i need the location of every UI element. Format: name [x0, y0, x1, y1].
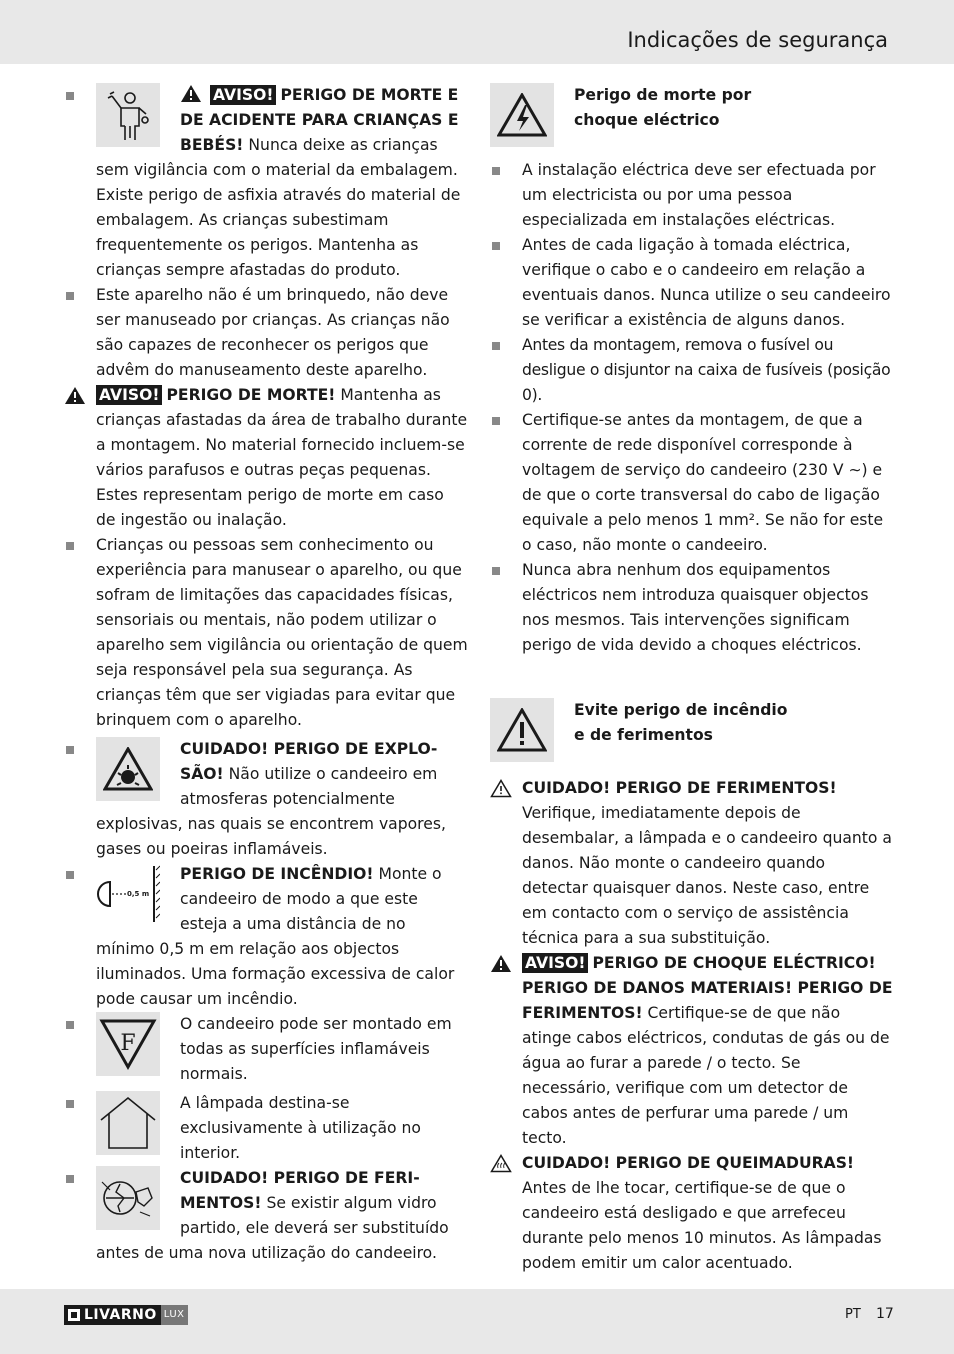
section-header-fire	[490, 698, 894, 764]
warning-sign-icon	[490, 698, 554, 762]
warning-text: Não utilize o candeeiro em atmosferas potencialmente explosivas, nas quais se encontrem vapores, gases ou poeiras inflamáveis.	[96, 765, 446, 858]
list-item	[64, 1012, 468, 1087]
bullet-icon	[492, 417, 500, 425]
brand-logo	[64, 1305, 188, 1325]
warning-heading: CUIDADO! PERIGO DE EXPLOSÃO!	[180, 740, 438, 783]
bullet-icon	[66, 92, 74, 100]
item-text: A instalação eléctrica deve ser efectuada por um electricista ou por uma pessoa especializada em instalações eléctricas.	[522, 161, 876, 229]
bullet-icon	[66, 1100, 74, 1108]
list-item	[490, 558, 894, 658]
aviso-badge: AVISO!	[210, 85, 276, 105]
logo-square-icon	[68, 1309, 80, 1321]
warning-text: Verifique, imediatamente depois de desembalar, a lâmpada e o candeeiro quanto a danos. Não monte o candeeiro quando detectar quaisquer danos. Neste caso, entre em contacto com o serviço de assistência técnica para a sua substituição.	[522, 804, 892, 947]
aviso-badge: AVISO!	[522, 953, 588, 973]
list-item	[64, 862, 468, 1012]
warning-text: Monte o candeeiro de modo a que este esteja a uma distância de no mínimo 0,5 m em relação aos objectos iluminados. Uma formação excessiva de calor pode causar um incêndio.	[96, 865, 455, 1008]
distance-label: 0,5 m	[127, 890, 150, 898]
section-title	[574, 698, 787, 748]
distance-icon	[96, 862, 160, 926]
list-item	[64, 1091, 468, 1166]
section-title-line: Evite perigo de incêndio	[574, 701, 788, 719]
list-item	[490, 408, 894, 558]
item-text: Antes de cada ligação à tomada eléctrica, verifique o cabo e o candeeiro em relação a eventuais danos. Nunca utilize o seu candeeiro se verificar a existência de alguns danos.	[522, 236, 891, 329]
section-title-line: e de ferimentos	[574, 726, 713, 744]
item-text: Certifique-se antes da montagem, de que a corrente de rede disponível corresponde à voltagem de serviço do candeeiro (230 V ∼) e de que o corte transversal do cabo de ligação equivale a pelo menos 1 mm². Se não for este o caso, não monte o candeeiro.	[522, 411, 884, 554]
warning-heading: PERIGO DE MORTE E DE ACIDENTE PARA CRIANÇAS E BEBÉS!	[180, 86, 459, 154]
logo-lux: LUX	[161, 1305, 188, 1325]
warning-heading: PERIGO DE INCÊNDIO!	[180, 865, 374, 883]
list-item	[490, 1151, 894, 1276]
child-hazard-icon	[96, 83, 160, 147]
warning-text: Antes de lhe tocar, certifique-se de que o candeeiro está desligado e que arrefeceu durante pelo menos 10 minutos. As lâmpadas podem emitir um calor acentuado.	[522, 1179, 882, 1272]
explosion-hazard-icon	[96, 737, 160, 801]
indoor-house-icon	[96, 1091, 160, 1155]
page-number: 17	[876, 1306, 894, 1322]
bullet-icon	[492, 342, 500, 350]
page-footer	[0, 1289, 954, 1354]
warning-heading: PERIGO DE CHOQUE ELÉCTRICO! PERIGO DE DANOS MATERIAIS! PERIGO DE FERIMENTOS!	[522, 954, 893, 1022]
hot-surface-triangle-icon	[490, 1154, 512, 1173]
logo-main	[64, 1305, 161, 1325]
warning-heading: PERIGO DE MORTE!	[166, 386, 336, 404]
list-item	[64, 83, 468, 283]
bullet-icon	[66, 1175, 74, 1183]
warning-triangle-icon	[180, 84, 202, 103]
section-header-electric	[490, 83, 894, 149]
warning-text: Certifique-se de que não atinge cabos eléctricos, condutas de gás ou de água ao furar a parede / o tecto. Se necessário, verifique com um detector de cabos antes de perfurar uma parede / um tecto.	[522, 1004, 890, 1147]
page-header	[0, 0, 954, 64]
bullet-icon	[492, 567, 500, 575]
item-text: O candeeiro pode ser montado em todas as superfícies inflamáveis normais.	[180, 1015, 452, 1083]
caution-triangle-icon	[490, 779, 512, 798]
logo-text: LIVARNO	[84, 1307, 157, 1323]
item-text: Crianças ou pessoas sem conhecimento ou experiência para manusear o aparelho, ou que sofram de limitações das capacidades físicas, sensoriais ou mentais, não podem utilizar o aparelho sem vigilância ou orientação de quem seja responsável pela sua segurança. As crianças têm que ser vigiadas para evitar que brinquem com o aparelho.	[96, 536, 468, 729]
list-item	[490, 333, 894, 408]
broken-glass-icon	[96, 1166, 160, 1230]
list-item	[64, 1166, 468, 1266]
warning-text: Mantenha as crianças afastadas da área de trabalho durante a montagem. No material fornecido incluem-se vários parafusos e outras peças pequenas. Estes representam perigo de morte em caso de ingestão ou inalação.	[96, 386, 468, 529]
bullet-icon	[492, 167, 500, 175]
flammable-surface-icon	[96, 1012, 160, 1076]
aviso-badge: AVISO!	[96, 385, 162, 405]
item-text: Antes da montagem, remova o fusível ou desligue o disjuntor na caixa de fusíveis (posição 0).	[522, 336, 891, 404]
f-mark-label: F	[120, 1031, 136, 1056]
bullet-icon	[66, 1021, 74, 1029]
high-voltage-icon	[490, 83, 554, 147]
warning-triangle-icon	[64, 386, 86, 405]
warning-text: Nunca deixe as crianças sem vigilância com o material da embalagem. Existe perigo de asfixia através do material de embalagem. As crianças subestimam frequentemente os perigos. Mantenha as crianças sempre afastadas do produto.	[96, 136, 461, 279]
page-title: Indicações de segurança	[627, 28, 888, 52]
warning-triangle-icon	[490, 954, 512, 973]
item-text: Este aparelho não é um brinquedo, não deve ser manuseado por crianças. As crianças não são capazes de reconhecer os perigos que advêm do manuseamento deste aparelho.	[96, 286, 450, 379]
list-item	[490, 233, 894, 333]
warning-heading: CUIDADO! PERIGO DE FERIMENTOS!	[180, 1169, 420, 1212]
warning-text: Se existir algum vidro partido, ele deverá ser substituído antes de uma nova utilização do candeeiro.	[96, 1194, 449, 1262]
warning-heading: CUIDADO! PERIGO DE QUEIMADURAS!	[522, 1154, 855, 1172]
list-item	[490, 951, 894, 1151]
item-text: A lâmpada destina-se exclusivamente à utilização no interior.	[180, 1094, 421, 1162]
list-item	[64, 533, 468, 733]
section-title-line: choque eléctrico	[574, 111, 720, 129]
item-text: Nunca abra nenhum dos equipamentos eléctricos nem introduza quaisquer objectos nos mesmos. Tais intervenções significam perigo de vida devido a choques eléctricos.	[522, 561, 869, 654]
language-code: PT	[845, 1307, 861, 1322]
bullet-icon	[66, 292, 74, 300]
bullet-icon	[66, 542, 74, 550]
list-item	[490, 776, 894, 951]
list-item	[64, 737, 468, 862]
bullet-icon	[66, 746, 74, 754]
list-item	[64, 283, 468, 383]
list-item	[490, 158, 894, 233]
left-column	[64, 83, 468, 1266]
list-item	[64, 383, 468, 533]
section-title	[574, 83, 751, 133]
right-column	[490, 83, 894, 1276]
bullet-icon	[492, 242, 500, 250]
bullet-icon	[66, 871, 74, 879]
warning-heading: CUIDADO! PERIGO DE FERIMENTOS!	[522, 779, 837, 797]
section-title-line: Perigo de morte por	[574, 86, 752, 104]
